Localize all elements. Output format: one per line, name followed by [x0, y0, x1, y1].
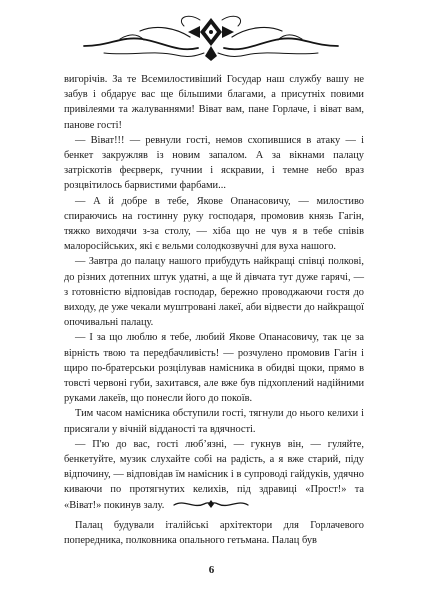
- paragraph: — П'ю до вас, гості любʼязні, — гукнув він, — гуляйте, бенкетуйте, музик слухайте собі на радість, а я вже старий, піду відпочину, — відповідав їм намісник і в супроводі гайдуків, удячно киваючи по протягнутих келихів, під здравиці «Прост!» та «Віват!» покинув залу.: [64, 438, 364, 511]
- paragraph: Тим часом намісника обступили гості, тягнули до нього келихи і присягали у вічній відданості та вдячності.: [64, 408, 364, 435]
- paragraph: — Віват!!! — ревнули гості, немов схопившися в атаку — і бенкет закружляв із новим запалом. А за вікнами палацу затріскотів феєрверк, гучнии і яскравии, і темне небо враз розцвітилось барвистими фарбами...: [64, 134, 364, 192]
- section-divider-ornament-icon: [172, 496, 250, 512]
- decorative-header-ornament-icon: [80, 6, 342, 66]
- paragraph: — А й добре в тебе, Якове Опанасовичу, — милостиво спираючись на гостинну руку господаря, промовив князь Гагін, тяжко виходячи з-за столу, — хіба що не чув я в тебе співів малоросійських, які є вельми солодкозвучні для вуха нашого.: [64, 195, 364, 253]
- paragraph: вигорічів. За те Всемилостивіший Государ наш службу вашу не забув і обдарує вас ще більшими благами, а присутніх повими привілеями та жалуваннями! Віват вам, пане Горлаче, і віват вам, панове гості!: [64, 74, 364, 131]
- paragraph: — Завтра до палацу нашого прибудуть найкращі співці полкові, до різних дотепних штук удатні, а ще й дівчата тут дуже гарячі, — з готовністю відповідав господар, бережно проводжаючи гостя до виходу, де уже чекали муштровані лакеї, аби відвести до найкращої опочивальні палацу.: [64, 256, 364, 329]
- next-section-text: [64, 518, 364, 548]
- page-number: 6: [208, 564, 215, 576]
- paragraph: — І за що люблю я тебе, любий Якове Опанасовичу, так це за вірність твою та передбачливість! — розчулено промовив Гагін і щиро по-братерськи розцілував намісника в обидві щоки, прямо в товсті червоні губи, захитався, але вже був підхоплений надійними руками лакеїв, що понесли його до покоїв.: [64, 332, 364, 405]
- chapter-text: [64, 72, 364, 513]
- paragraph: Палац будували італійські архітектори для Горлачевого попередника, полковника опального гетьмана. Палац був: [64, 520, 364, 547]
